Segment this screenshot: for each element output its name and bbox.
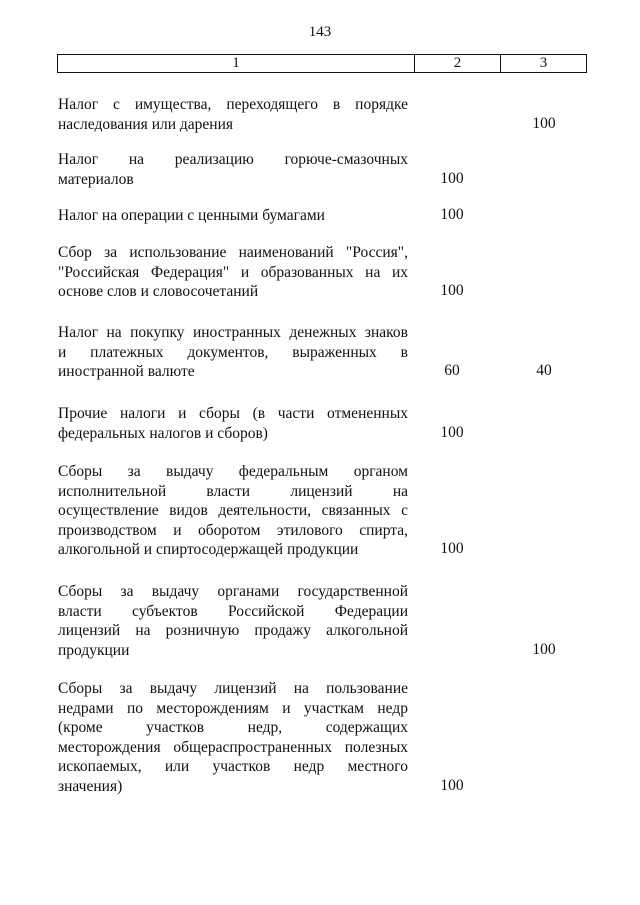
description-line: и платежных документов, выраженных в	[58, 343, 408, 361]
description-line: материалов	[58, 170, 134, 188]
description-line: "Российская Федерация" и образованных на их	[58, 263, 408, 281]
description-line: Сбор за использование наименований "Россия",	[58, 244, 408, 261]
description-line: алкогольной и спиртосодержащей продукции	[58, 541, 359, 558]
description-line: ископаемых, или участков недр местного	[58, 758, 408, 775]
description-line: недрами по месторождениям и участкам недр	[58, 699, 408, 717]
row-description	[58, 582, 408, 660]
description-line: месторождения общераспространенных полезных	[58, 738, 408, 756]
description-line: иностранной валюте	[58, 363, 195, 380]
description-line: Налог с имущества, переходящего в порядке	[58, 96, 408, 113]
description-line: значения)	[58, 777, 123, 795]
description-line: Налог на реализацию горюче-смазочных	[58, 151, 408, 168]
description-line: Сборы за выдачу органами государственной	[58, 583, 408, 600]
col2-value: 60	[444, 362, 460, 379]
col2-value: 100	[440, 282, 464, 299]
row-description	[58, 150, 408, 189]
column-header-2: 2	[415, 55, 501, 73]
description-line: основе слов и словосочетаний	[58, 283, 259, 300]
col3-value: 100	[532, 640, 556, 658]
col3-value: 100	[532, 114, 556, 132]
description-line: Налог на операции с ценными бумагами	[58, 207, 325, 224]
column-header-3: 3	[501, 55, 587, 73]
row-description	[58, 95, 408, 134]
row-description	[58, 679, 408, 796]
col2-value: 100	[440, 540, 464, 557]
description-line: Налог на покупку иностранных денежных знаков	[58, 324, 408, 341]
description-line: производством и оборотом этилового спирта,	[58, 521, 408, 539]
col2-value: 100	[440, 423, 464, 441]
col2-value: 100	[440, 206, 464, 223]
row-description	[58, 404, 408, 443]
col2-value: 100	[440, 169, 464, 187]
description-line: лицензий на розничную продажу алкогольной	[58, 622, 408, 639]
description-line: продукции	[58, 641, 130, 659]
col3-value: 40	[536, 362, 552, 379]
description-line: (кроме участков недр, содержащих	[58, 719, 408, 736]
description-line: Сборы за выдачу федеральным органом	[58, 463, 408, 480]
description-line: федеральных налогов и сборов)	[58, 424, 268, 442]
col2-value: 100	[440, 776, 464, 794]
row-description	[58, 462, 408, 560]
description-line: исполнительной власти лицензий на	[58, 482, 408, 500]
description-line: Сборы за выдачу лицензий на пользование	[58, 680, 408, 697]
description-line: осуществление видов деятельности, связанных с	[58, 502, 408, 519]
row-description	[58, 243, 408, 302]
description-line: Прочие налоги и сборы (в части отмененных	[58, 405, 408, 422]
description-line: наследования или дарения	[58, 115, 234, 133]
column-header-1: 1	[58, 55, 415, 73]
row-description	[58, 206, 408, 226]
description-line: власти субъектов Российской Федерации	[58, 602, 408, 620]
column-header-table	[57, 54, 587, 73]
row-description	[58, 323, 408, 382]
page-number: 143	[308, 24, 332, 40]
